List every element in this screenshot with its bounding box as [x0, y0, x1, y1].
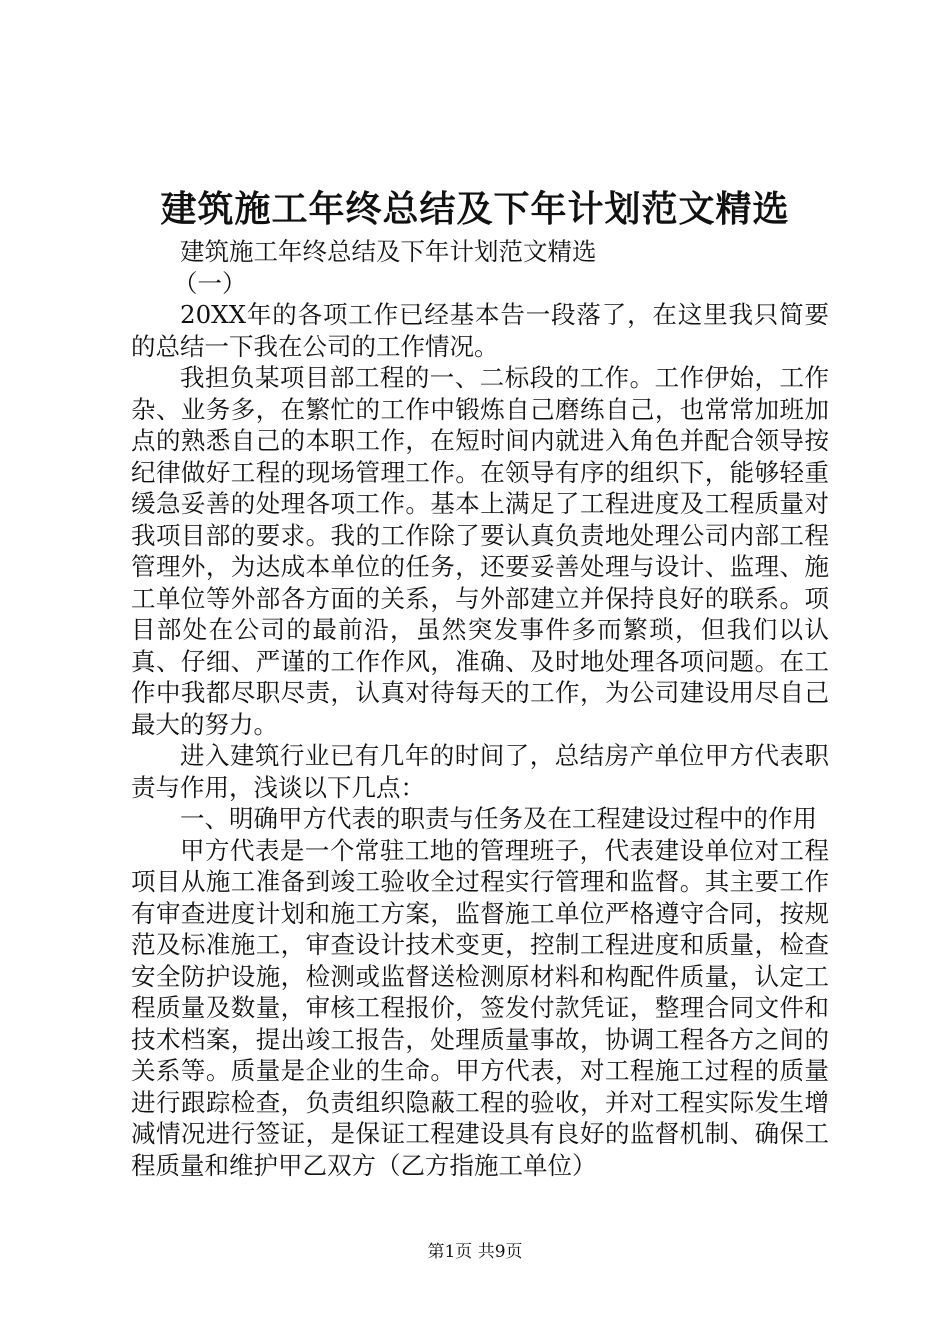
paragraph: 我担负某项目部工程的一、二标段的工作。工作伊始，工作杂、业务多，在繁忙的工作中锻炼自己磨练自己，也常常加班加点的熟悉自己的本职工作，在短时间内就进入角色并配合领导按纪律做好工程的现场管理工作。在领导有序的组织下，能够轻重缓急妥善的处理各项工作。基本上满足了工程进度及工程质量对我项目部的要求。我的工作除了要认真负责地处理公司内部工程管理外，为达成本单位的任务，还要妥善处理与设计、监理、施工单位等外部各方面的关系，与外部建立并保持良好的联系。项目部处在公司的最前沿，虽然突发事件多而繁琐，但我们以认真、仔细、严谨的工作作风，准确、及时地处理各项问题。在工作中我都尽职尽责，认真对待每天的工作，为公司建设用尽自己最大的努力。	[131, 363, 829, 739]
page-footer: 第1页 共9页	[427, 1242, 523, 1262]
document-subtitle: 建筑施工年终总结及下年计划范文精选	[180, 237, 597, 266]
document-body	[131, 236, 829, 1181]
paragraph: 进入建筑行业已有几年的时间了，总结房产单位甲方代表职责与作用，浅谈以下几点：	[131, 741, 829, 802]
paragraph: 20XX年的各项工作已经基本告一段落了，在这里我只简要的总结一下我在公司的工作情况。	[131, 300, 829, 361]
paragraph: 甲方代表是一个常驻工地的管理班子，代表建设单位对工程项目从施工准备到竣工验收全过程实行管理和监督。其主要工作有审查进度计划和施工方案，监督施工单位严格遵守合同，按规范及标准施工，审查设计技术变更，控制工程进度和质量，检查安全防护设施，检测或监督送检测原材料和构配件质量，认定工程质量及数量，审核工程报价，签发付款凭证，整理合同文件和技术档案，提出竣工报告，处理质量事故，协调工程各方之间的关系等。质量是企业的生命。甲方代表，对工程施工过程的质量进行跟踪检查，负责组织隐蔽工程的验收，并对工程实际发生增减情况进行签证，是保证工程建设具有良好的监督机制、确保工程质量和维护甲乙双方（乙方指施工单位）	[131, 835, 829, 1180]
document-title: 建筑施工年终总结及下年计划范文精选	[160, 188, 790, 230]
section-heading: 一、明确甲方代表的职责与任务及在工程建设过程中的作用	[180, 804, 817, 833]
section-marker: （一）	[173, 268, 247, 298]
